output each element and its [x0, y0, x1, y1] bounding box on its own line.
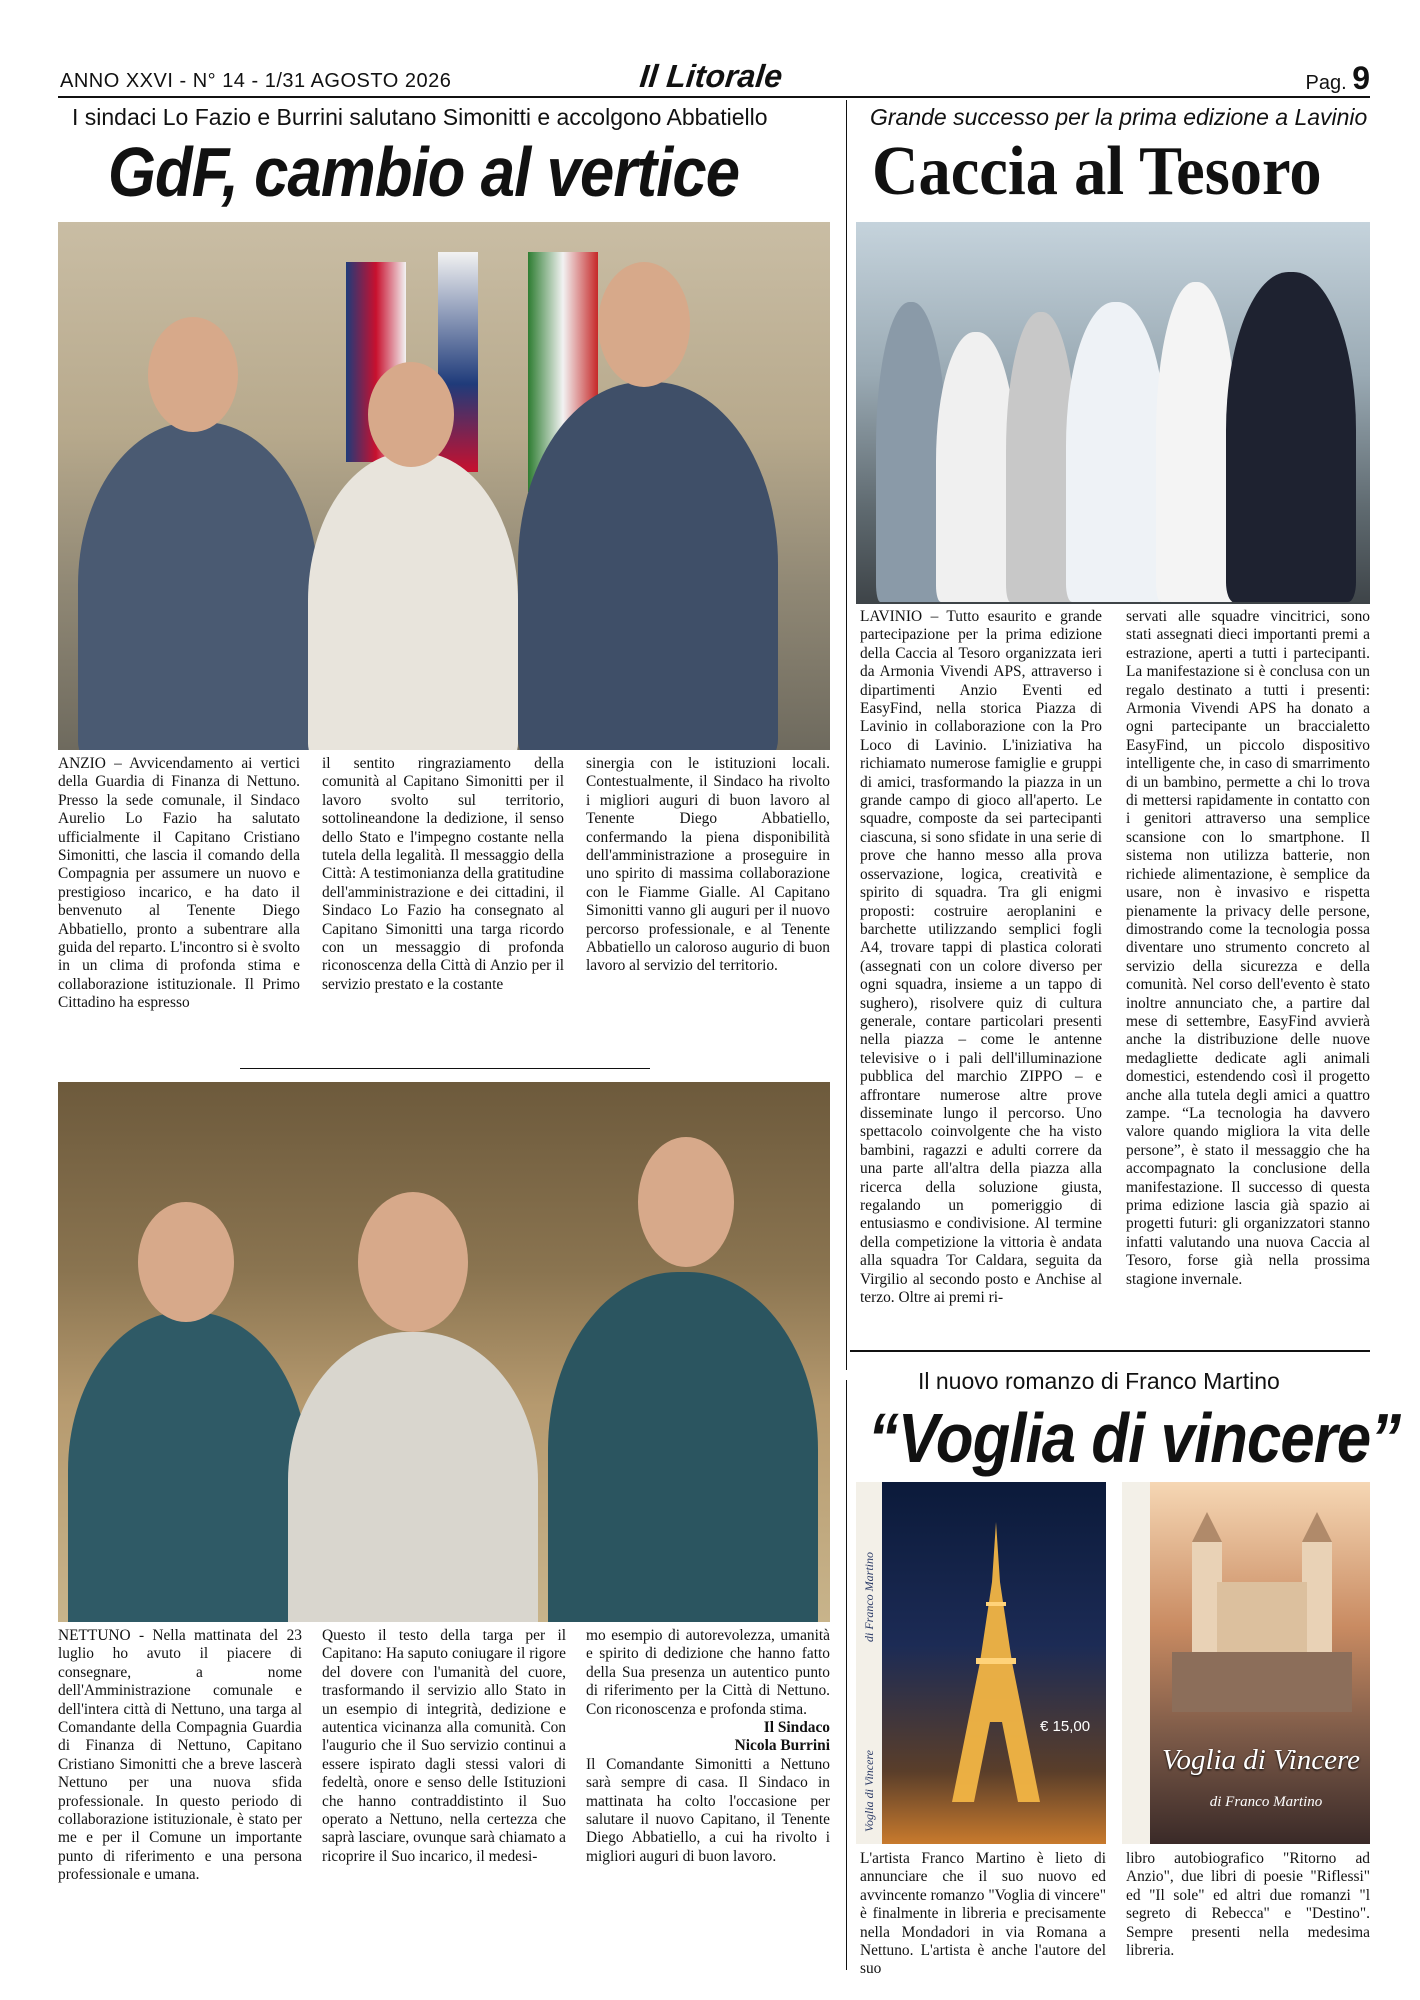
person-officer-left [78, 422, 318, 750]
page-number: 9 [1352, 60, 1370, 96]
person [1066, 302, 1166, 602]
gdf-photo-anzio [58, 222, 830, 750]
person-head [598, 262, 690, 387]
book-headline: “Voglia di vincere” [868, 1399, 1401, 1477]
article-divider [240, 1068, 650, 1069]
masthead-rule [58, 96, 1370, 98]
person-officer-right [518, 382, 778, 750]
gdf-anzio-column-3: sinergia con le istituzioni locali. Contestualmente, il Sindaco ha rivolto i migliori auguri di buon lavoro al Tenente Diego Abbatiello, confermando la piena disponibilità dell'amministrazione a proseguire in uno spirito di massima collaborazione con le Fiamme Gialle. Al Capitano Simonitti vanno gli auguri per il nuovo percorso professionale, e al Tenente Abbatiello un caloroso augurio di buon lavoro al servizio del territorio. [586, 755, 830, 975]
person-head [148, 317, 238, 432]
issue-info: ANNO XXVI - N° 14 - 1/31 AGOSTO 2026 [60, 70, 452, 92]
caccia-photo [856, 222, 1370, 604]
book-spine-author: di Franco Martino [862, 1552, 876, 1642]
newspaper-name: Il Litorale [638, 58, 785, 94]
book-cover-author: di Franco Martino [1209, 1794, 1323, 1810]
person-mayor [308, 452, 518, 750]
book-spine [1122, 1482, 1150, 1844]
person [936, 332, 1016, 602]
page-label: Pag. [1305, 72, 1347, 94]
book-spine-title: Voglia di Vincere [862, 1750, 876, 1832]
eiffel-tower-icon [936, 1522, 1056, 1802]
person [1226, 272, 1356, 602]
caccia-kicker: Grande successo per la prima edizione a Lavinio [870, 104, 1368, 130]
person-officer-left [68, 1312, 308, 1622]
caccia-headline: Caccia al Tesoro [872, 133, 1322, 210]
gdf-nettuno-column-1: NETTUNO - Nella mattinata del 23 luglio ho avuto il piacere di consegnare, a nome dell'Amministrazione comunale e dell'intera città di Nettuno, una targa al Comandante della Compagnia Guardia di Finanza di Nettuno, Capitano Cristiano Simonitti che a breve lascerà Nettuno per una nuova sfida professionale. In questo periodo di collaborazione istituzionale, è stato per me e per il Comune un importante punto di riferimento e una persona professionale e umana. [58, 1627, 302, 1884]
gdf-photo-nettuno [58, 1082, 830, 1622]
book-column-2: libro autobiografico "Ritorno ad Anzio", due libri di poesie "Riflessi" ed "Il sole" ed altri due romanzi "l segreto di Rebecca" e "Destino". Sempre presenti nella medesima libreria. [1126, 1850, 1370, 1960]
gdf-anzio-column-2: il sentito ringraziamento della comunità al Capitano Simonitti per il lavoro svolto sul territorio, sottolineandone la dedizione, il senso dello Stato e l'impegno costante nella tutela della legalità. Il messaggio della Città: A testimonianza della gratitudine dell'amministrazione e dei cittadini, il Sindaco Lo Fazio ha consegnato al Capitano Simonitti una targa ricordo con un messaggio di profonda riconoscenza della Città di Anzio per il servizio prestato e la costante [322, 755, 564, 993]
gdf-kicker: I sindaci Lo Fazio e Burrini salutano Simonitti e accolgono Abbatiello [72, 104, 768, 130]
signature-title: Il Sindaco [763, 1719, 830, 1737]
book-cover-1 [856, 1482, 1106, 1844]
caccia-column-1: LAVINIO – Tutto esaurito e grande partecipazione per la prima edizione della Caccia al Tesoro organizzata ieri da Armonia Vivendi APS, attraverso i dipartimenti Anzio Eventi ed EasyFind, nella storica Piazza di Lavinio in collaborazione con la Pro Loco di Lavinio. L'iniziativa ha richiamato numerose famiglie e gruppi di amici, trasformando la piazza in un grande campo di gioco all'aperto. Le squadre, composte da sei partecipanti ciascuna, si sono sfidate in una serie di prove che hanno messo alla prova osservazione, logica, creatività e spirito di squadra. Tra gli enigmi proposti: costruire aeroplanini e barchette utilizzando semplici fogli A4, trovare tappi di plastica colorati (assegnati con un colore diverso per ogni squadra, insieme a un tappo di sughero), risolvere quiz di cultura generale, contare particolari presenti nella piazza – come le antenne televisive o i pali dell'illuminazione pubblica del marchio ZIPPO – e affrontare numerose altre prove disseminate lungo il percorso. Uno spettacolo coinvolgente che ha visto bambini, ragazzi e adulti correre da una parte all'altra della piazza alla ricerca della soluzione giusta, regalando un pomeriggio di entusiasmo e condivisione. Al termine della competizione la vittoria è andata alla squadra Tor Caldara, seguita da Virgilio al secondo posto e Anchise al terzo. Oltre ai premi ri- [860, 608, 1102, 1307]
person-mayor [288, 1332, 538, 1622]
church-icon [1172, 1502, 1352, 1712]
person-head [138, 1202, 234, 1322]
page-indicator [1305, 60, 1370, 97]
person-head [638, 1137, 734, 1267]
caccia-column-2: servati alle squadre vincitrici, sono stati assegnati dieci importanti premi a estrazione, aperti a tutti i partecipanti. La manifestazione si è conclusa con un regalo destinato a tutti i presenti: Armonia Vivendi APS ha donato a ogni partecipante un braccialetto EasyFind, un piccolo dispositivo intelligente che, in caso di smarrimento di un bambino, permette a chi lo trova di mettersi rapidamente in contatto con i genitori attraverso una semplice scansione con lo smartphone. Il sistema non utilizza batterie, non richiede alimentazione, è semplice da usare, non è invasivo e rispetta pienamente la privacy delle persone, dimostrando come la tecnologia possa diventare uno strumento concreto al servizio della sicurezza e della comunità. Nel corso dell'evento è stato inoltre annunciato che, a partire dal mese di settembre, EasyFind avvierà anche la distribuzione delle nuove medagliette dedicate agli animali domestici, estendendo così il progetto anche alla tutela degli amici a quattro zampe. “La tecnologia ha davvero valore quando migliora la vita delle persone”, è stato il messaggio che ha accompagnato la conclusione della manifestazione. Il successo di questa prima edizione lascia già spazio ai progetti futuri: gli organizzatori stanno infatti valutando una nuova Caccia al Tesoro, forse già nella prossima stagione invernale. [1126, 608, 1370, 1288]
person-head [368, 362, 454, 467]
book-column-1: L'artista Franco Martino è lieto di annunciare che il suo nuovo ed avvincente romanzo "Voglia di vincere" è finalmente in libreria e precisamente nella Mondadori in via Romana a Nettuno. L'artista è anche l'autore del suo [860, 1850, 1106, 1978]
signature-name: Nicola Burrini [734, 1737, 830, 1755]
book-kicker: Il nuovo romanzo di Franco Martino [918, 1368, 1280, 1394]
gdf-headline: GdF, cambio al vertice [108, 133, 740, 211]
column-divider [846, 100, 847, 1370]
book-cover-title: Voglia di Vincere [1161, 1744, 1361, 1776]
person [1156, 282, 1236, 602]
gdf-nettuno-column-2: Questo il testo della targa per il Capitano: Ha saputo coniugare il rigore del dovere con l'umanità del cuore, trasformando il servizio allo Stato in un esempio di integrità, dedizione e autentica vicinanza alla comunità. Con l'augurio che il Suo servizio continui a essere ispirato dagli stessi valori di fedeltà, onore e senso delle Istituzioni che hanno contraddistinto il Suo operato a Nettuno, nella certezza che saprà lasciare, ovunque sarà chiamato a ricoprire il Suo incarico, il medesi- [322, 1627, 566, 1865]
book-price: € 15,00 [1040, 1718, 1091, 1735]
column-divider-lower [846, 1380, 847, 1970]
person-head [358, 1192, 468, 1332]
book-cover-2 [1122, 1482, 1370, 1844]
gdf-nettuno-column-3: mo esempio di autorevolezza, umanità e spirito di dedizione che hanno fatto della Sua presenza un autentico punto di riferimento per la Città di Nettuno. Con riconoscenza e profonda stima. Il Sindaco Nicola Burrini Il Comandante Simonitti a Nettuno sarà sempre di casa. Il Sindaco in mattinata ha colto l'occasione per salutare il nuovo Capitano, il Tenente Diego Abbatiello, a cui ha rivolto i migliori auguri di buon lavoro. [586, 1627, 830, 1865]
section-divider [850, 1350, 1370, 1352]
person-officer-right [548, 1272, 818, 1622]
gdf-anzio-column-1: ANZIO – Avvicendamento ai vertici della Guardia di Finanza di Nettuno. Presso la sede comunale, il Sindaco Aurelio Lo Fazio ha salutato ufficialmente il Capitano Cristiano Simonitti, che lascia il comando della Compagnia per assumere un nuovo e prestigioso incarico, e ha dato il benvenuto al Tenente Diego Abbatiello, pronto a subentrare alla guida del reparto. L'incontro si è svolto in un clima di profonda stima e collaborazione istituzionale. Il Primo Cittadino ha espresso [58, 755, 300, 1012]
